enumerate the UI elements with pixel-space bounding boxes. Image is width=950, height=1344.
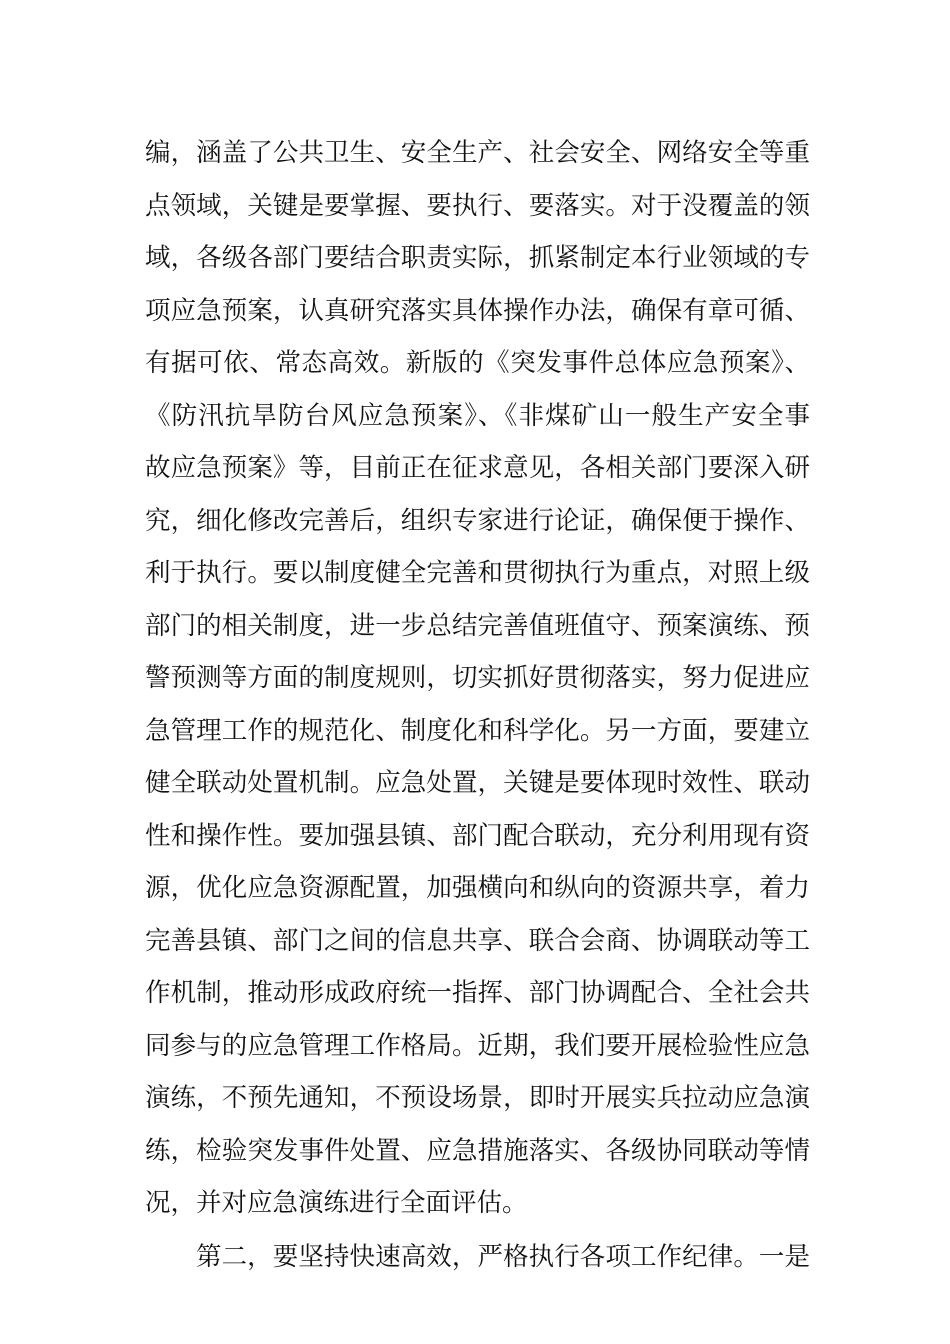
text-line: 性和操作性。要加强县镇、部门配合联动，充分利用现有资 (145, 820, 810, 851)
text-line: 同参与的应急管理工作格局。近期，我们要开展检验性应急 (145, 1030, 810, 1061)
text-line: 健全联动处置机制。应急处置，关键是要体现时效性、联动 (145, 768, 810, 798)
text-line: 《防汛抗旱防台风应急预案》、《非煤矿山一般生产安全事 (145, 400, 810, 431)
text-line: 完善县镇、部门之间的信息共享、联合会商、协调联动等工 (145, 925, 810, 956)
body-text (145, 127, 810, 1283)
text-line: 利于执行。要以制度健全完善和贯彻执行为重点，对照上级 (145, 558, 810, 588)
text-line: 编，涵盖了公共卫生、安全生产、社会安全、网络安全等重 (145, 138, 810, 168)
paragraph-start-line: 第二，要坚持快速高效，严格执行各项工作纪律。一是 (196, 1241, 810, 1272)
text-line: 有据可依、常态高效。新版的《突发事件总体应急预案》、 (145, 348, 810, 378)
text-line: 练，检验突发事件处置、应急措施落实、各级协同联动等情 (145, 1135, 810, 1166)
text-line: 演练，不预先通知，不预设场景，即时开展实兵拉动应急演 (145, 1083, 810, 1113)
text-line: 警预测等方面的制度规则，切实抓好贯彻落实，努力促进应 (145, 663, 810, 693)
text-line: 况，并对应急演练进行全面评估。 (145, 1188, 528, 1218)
text-line: 部门的相关制度，进一步总结完善值班值守、预案演练、预 (145, 610, 810, 641)
text-line: 项应急预案，认真研究落实具体操作办法，确保有章可循、 (145, 295, 810, 326)
text-line: 作机制，推动形成政府统一指挥、部门协调配合、全社会共 (145, 978, 810, 1008)
text-line: 究，细化修改完善后，组织专家进行论证，确保便于操作、 (145, 505, 810, 536)
text-line: 域，各级各部门要结合职责实际，抓紧制定本行业领域的专 (145, 243, 810, 273)
text-line: 点领域，关键是要掌握、要执行、要落实。对于没覆盖的领 (145, 190, 810, 221)
text-line: 故应急预案》等，目前正在征求意见，各相关部门要深入研 (145, 453, 810, 483)
text-line: 急管理工作的规范化、制度化和科学化。另一方面，要建立 (145, 715, 810, 746)
text-line: 源，优化应急资源配置，加强横向和纵向的资源共享，着力 (145, 873, 810, 903)
